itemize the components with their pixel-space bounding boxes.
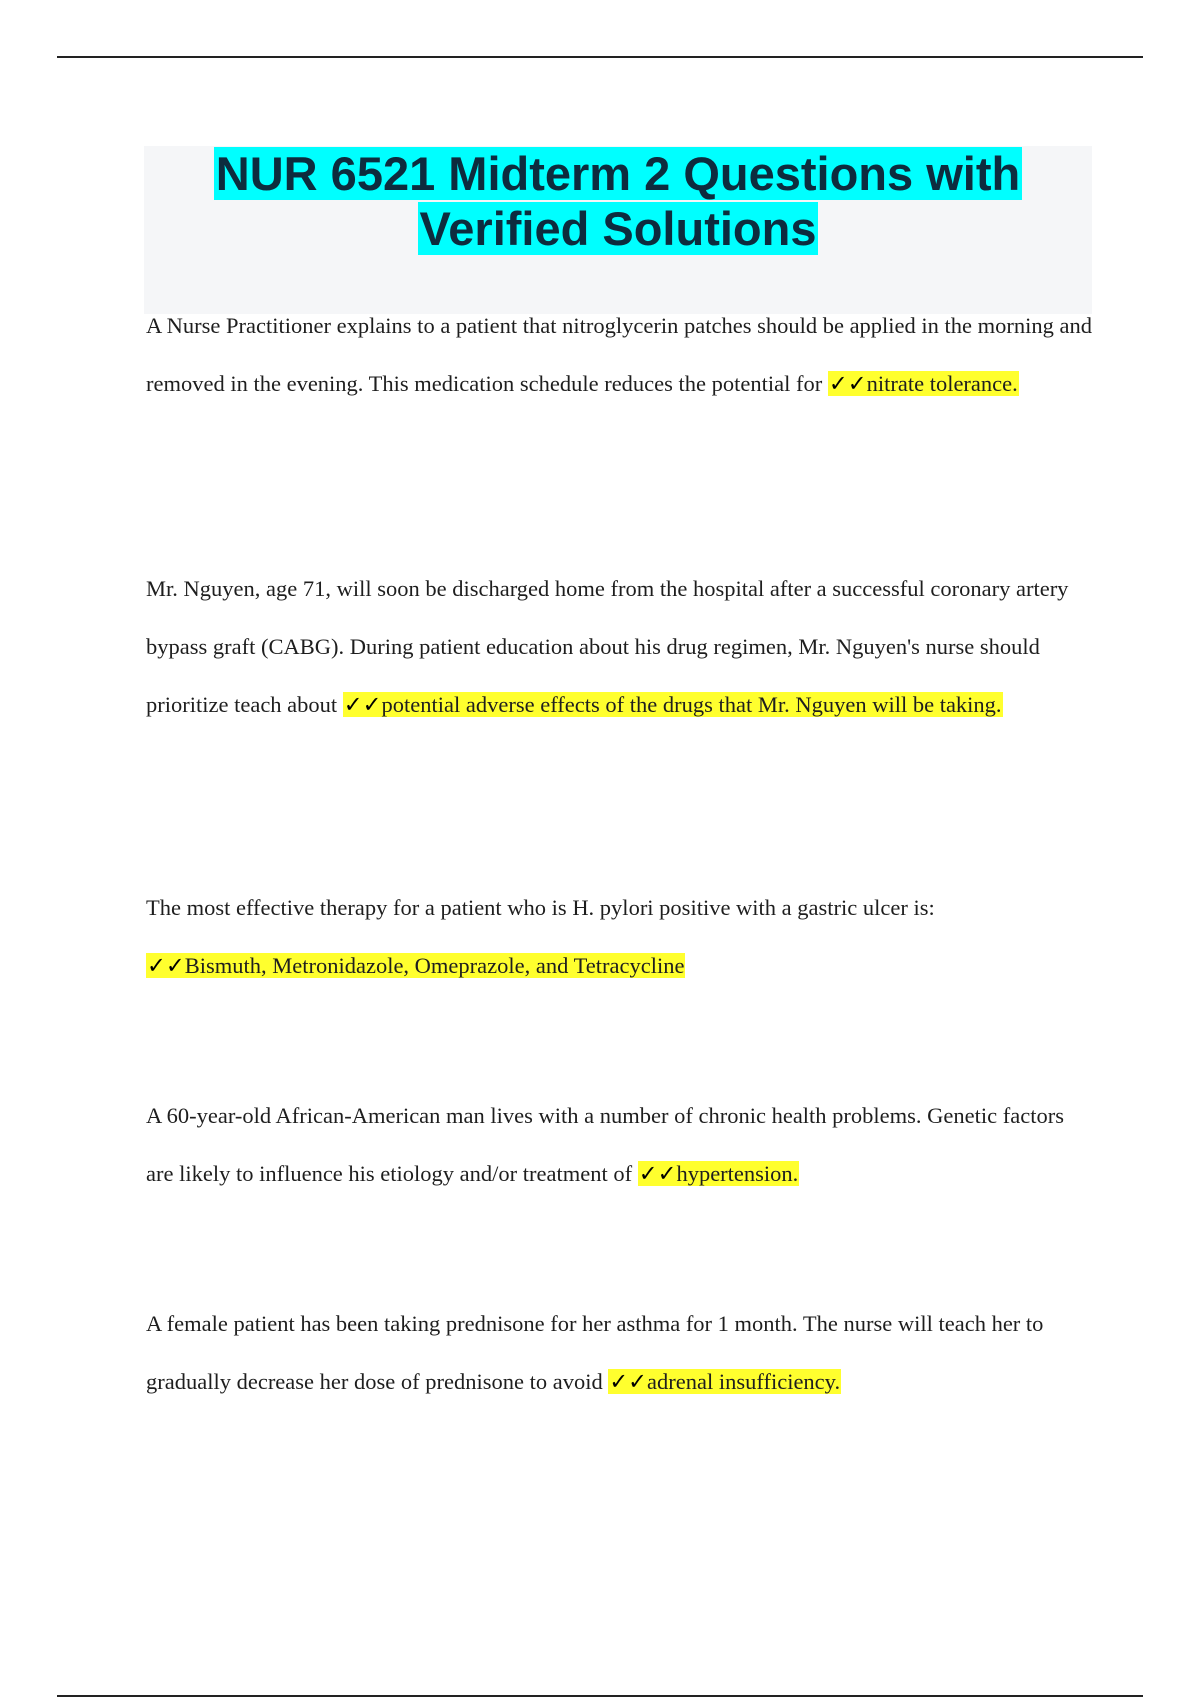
title-band: [144, 146, 1092, 314]
qa-item-3: [146, 879, 1096, 995]
check-icon: ✓✓: [147, 953, 185, 978]
answer-text: nitrate tolerance.: [866, 371, 1018, 396]
qa-item-1: [146, 297, 1096, 413]
question-text: A 60-year-old African-American man lives with a number of chronic health problems. Genetic factors are likely to influence his etiology and/or treatment of: [146, 1103, 1064, 1186]
question-text: A Nurse Practitioner explains to a patient that nitroglycerin patches should be applied in the morning and removed in the evening. This medication schedule reduces the potential for: [146, 313, 1093, 396]
page-title: [144, 146, 1092, 256]
title-line-1: NUR 6521 Midterm 2 Questions with: [215, 147, 1021, 200]
answer-highlight: [638, 1161, 800, 1186]
check-icon: ✓✓: [343, 692, 382, 717]
question-text: Mr. Nguyen, age 71, will soon be discharged home from the hospital after a successful coronary artery bypass graft (CABG). During patient education about his drug regimen, Mr. Nguyen's nurse should prioritize teach about: [146, 576, 1069, 717]
check-icon: ✓✓: [638, 1161, 677, 1186]
answer-highlight: [146, 953, 685, 978]
answer-highlight: [343, 692, 1003, 717]
answer-highlight: [828, 371, 1019, 396]
answer-highlight: [608, 1369, 841, 1394]
check-icon: ✓✓: [828, 371, 867, 396]
qa-item-2: [146, 560, 1096, 734]
answer-text: adrenal insufficiency.: [647, 1369, 841, 1394]
question-text: A female patient has been taking prednisone for her asthma for 1 month. The nurse will teach her to gradually decrease her dose of prednisone to avoid: [146, 1311, 1044, 1394]
answer-text: hypertension.: [676, 1161, 799, 1186]
check-icon: ✓✓: [609, 1369, 648, 1394]
answer-text: potential adverse effects of the drugs that Mr. Nguyen will be taking.: [381, 692, 1002, 717]
question-text: The most effective therapy for a patient who is H. pylori positive with a gastric ulcer is:: [146, 895, 935, 920]
qa-item-4: [146, 1087, 1096, 1203]
qa-item-5: [146, 1295, 1096, 1411]
title-line-2: Verified Solutions: [419, 202, 817, 255]
top-rule: [57, 56, 1143, 58]
answer-text: Bismuth, Metronidazole, Omeprazole, and Tetracycline: [184, 953, 685, 978]
bottom-rule: [57, 1695, 1143, 1697]
